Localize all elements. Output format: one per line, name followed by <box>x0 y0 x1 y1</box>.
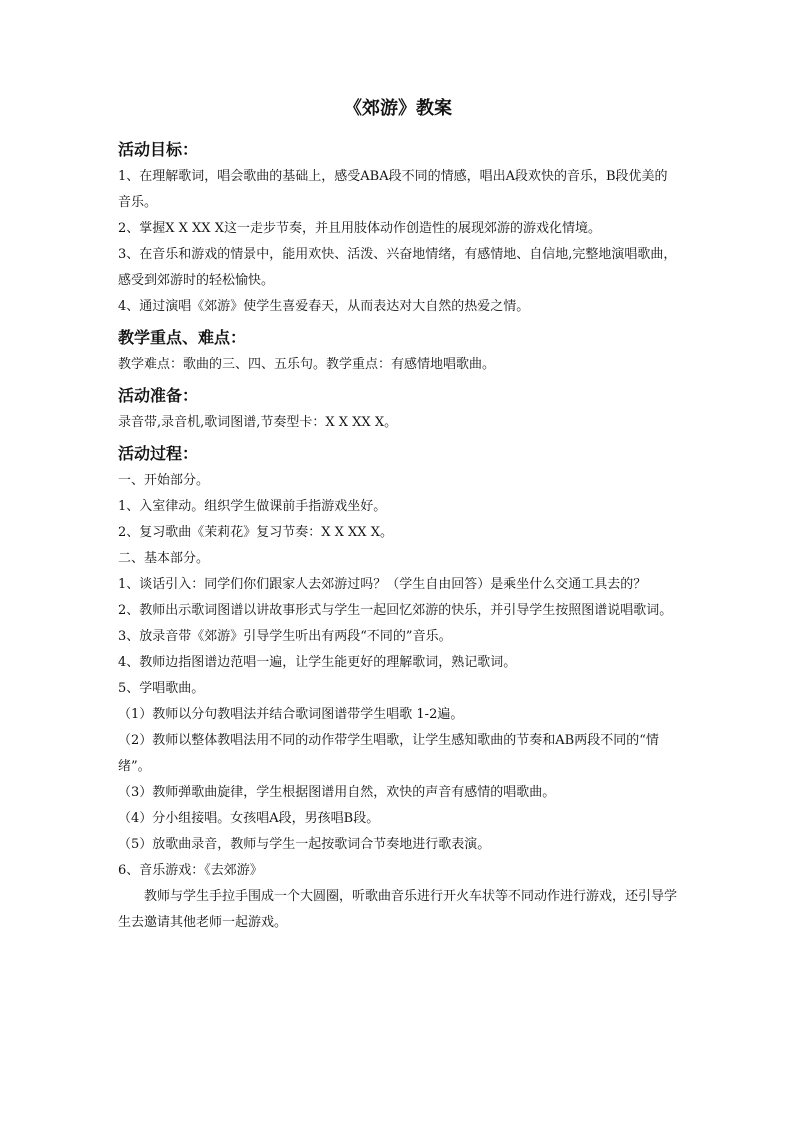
document-title: 《郊游》教案 <box>344 98 452 119</box>
process-item: 2、复习歌曲《茉莉花》复习节奏：X X XX X。 <box>118 525 393 540</box>
process-item: 5、学唱歌曲。 <box>118 681 205 696</box>
process-item: 4、教师边指图谱边范唱一遍，让学生能更好的理解歌词，熟记歌词。 <box>118 655 517 670</box>
section-heading-goals: 活动目标： <box>118 140 199 159</box>
goal-item: 4、通过演唱《郊游》使学生喜爱春天，从而表达对大自然的热爱之情。 <box>118 299 530 314</box>
section-heading-preparation: 活动准备： <box>118 386 199 405</box>
preparation-text: 录音带,录音机,歌词图谱,节奏型卡：X X XX X。 <box>118 415 398 430</box>
process-item: 1、谈话引入：同学们你们跟家人去郊游过吗？（学生自由回答）是乘坐什么交通工具去的？ <box>118 577 647 592</box>
document-page <box>118 96 678 940</box>
goal-item: 1、在理解歌词，唱会歌曲的基础上，感受ABA段不同的情感，唱出A段欢快的音乐，B段优美的音乐。 <box>118 169 668 210</box>
process-item: 6、音乐游戏：《去郊游》 <box>118 863 263 878</box>
process-closing-paragraph: 教师与学生手拉手围成一个大圆圈，听歌曲音乐进行开火车状等不同动作进行游戏，还引导学生去邀请其他老师一起游戏。 <box>118 889 678 930</box>
section-heading-keypoints: 教学重点、难点： <box>118 328 247 347</box>
process-item: 2、教师出示歌词图谱以讲故事形式与学生一起回忆郊游的快乐，并引导学生按照图谱说唱歌词。 <box>118 603 673 618</box>
preparation-block <box>118 410 678 436</box>
goals-list <box>118 164 678 320</box>
keypoints-block <box>118 352 678 378</box>
goal-item: 3、在音乐和游戏的情景中，能用欢快、活泼、兴奋地情绪，有感情地、自信地,完整地演唱歌曲，感受到郊游时的轻松愉快。 <box>118 247 677 288</box>
process-item: 3、放录音带《郊游》引导学生听出有两段“不同的”音乐。 <box>118 629 452 644</box>
process-item: （3）教师弹歌曲旋律，学生根据图谱用自然，欢快的声音有感情的唱歌曲。 <box>118 785 556 800</box>
goal-item: 2、掌握X X XX X这一走步节奏，并且用肢体动作创造性的展现郊游的游戏化情境。 <box>118 221 601 236</box>
keypoints-text: 教学难点：歌曲的三、四、五乐句。教学重点：有感情地唱歌曲。 <box>118 357 496 372</box>
process-item: （1）教师以分句教唱法并结合歌词图谱带学生唱歌 1-2遍。 <box>118 707 464 722</box>
process-item: （2）教师以整体教唱法用不同的动作带学生唱歌，让学生感知歌曲的节奏和AB两段不同的“情绪”。 <box>118 733 659 774</box>
process-list <box>118 468 678 936</box>
section-heading-process: 活动过程： <box>118 444 199 463</box>
process-item: （5）放歌曲录音，教师与学生一起按歌词合节奏地进行歌表演。 <box>118 837 491 852</box>
process-item: 二、基本部分。 <box>118 551 210 566</box>
process-item: 一、开始部分。 <box>118 473 210 488</box>
process-item: （4）分小组接唱。女孩唱A段，男孩唱B段。 <box>118 811 380 826</box>
process-item: 1、入室律动。组织学生做课前手指游戏坐好。 <box>118 499 387 514</box>
